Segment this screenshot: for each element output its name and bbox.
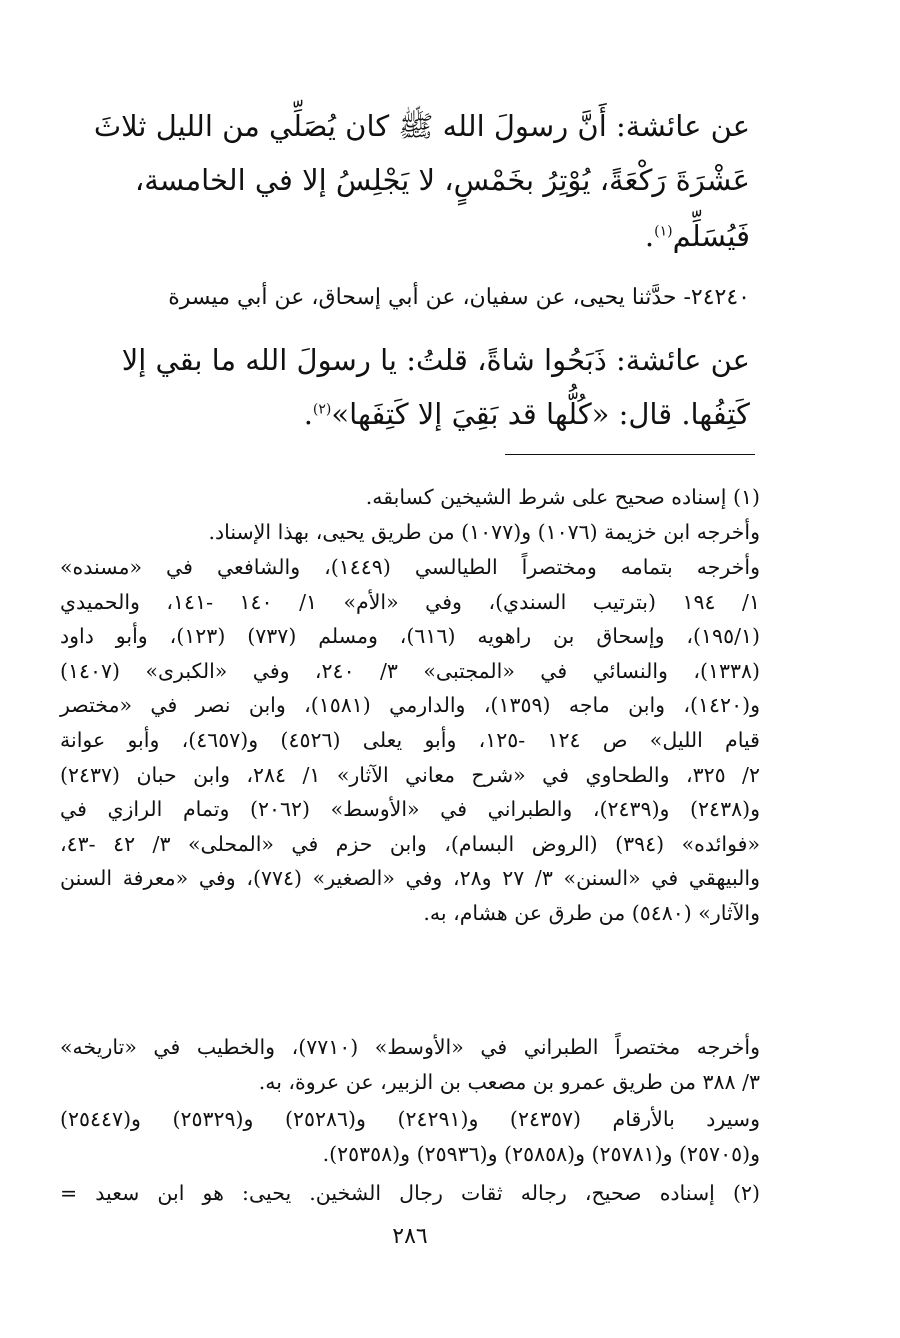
footnote-line: والبيهقي في «السنن» ٣/ ٢٧ و٢٨، وفي «الصغير» (٧٧٤)، وفي «معرفة السنن bbox=[60, 866, 760, 891]
hadith-2-line-2 bbox=[70, 384, 750, 444]
footnote-1-intro: (١) إسناده صحيح على شرط الشيخين كسابقه. bbox=[365, 485, 760, 509]
footnote-line: (١٩٥/١)، وإسحاق بن راهويه (٦١٦)، ومسلم (٧٣٧) (١٢٣)، وأبو داود bbox=[60, 624, 760, 649]
hadith-2-line-2-end: . bbox=[303, 397, 313, 431]
footnote-line: و(٢٤٣٨) و(٢٤٣٩)، والطبراني في «الأوسط» (٢٠٦٢) وتمام الرازي في bbox=[60, 797, 760, 822]
page-number: ٢٨٦ bbox=[392, 1224, 428, 1249]
hadith-line-3-text: فَيُسَلِّم bbox=[672, 219, 750, 253]
footnote-line: و(١٤٢٠)، وابن ماجه (١٣٥٩)، والدارمي (١٥٨١)، وابن نصر في «مختصر bbox=[60, 693, 760, 718]
hadith-line-3 bbox=[70, 206, 750, 266]
footnote-2: (٢) إسناده صحيح، رجاله ثقات رجال الشخين. يحيى: هو ابن سعيد = bbox=[60, 1181, 760, 1205]
footnote-line: وسيرد بالأرقام (٢٤٣٥٧) و(٢٤٢٩١) و(٢٥٢٨٦) و(٢٥٣٢٩) و(٢٥٤٤٧) bbox=[60, 1107, 761, 1131]
footnote-line: «فوائده» (٣٩٤) (الروض البسام)، وابن حزم في «المحلى» ٣/ ٤٢ -٤٣، bbox=[60, 831, 760, 856]
footnote-line: ١/ ١٩٤ (بترتيب السندي)، وفي «الأم» ١/ ١٤٠ -١٤١، والحميدي bbox=[60, 589, 760, 614]
footnote-line: والآثار» (٥٤٨٠) من طرق عن هشام، به. bbox=[423, 900, 760, 925]
hadith-line-2: عَشْرَةَ رَكْعَةً، يُوْتِرُ بخَمْسٍ، لا يَجْلِسُ إلا في الخامسة، bbox=[134, 163, 750, 197]
footnote-line: ٢/ ٣٢٥، والطحاوي في «شرح معاني الآثار» ١/ ٢٨٤، وابن حبان (٢٤٣٧) bbox=[60, 762, 760, 787]
footnote-1-para-2: وأخرجه ابن خزيمة (١٠٧٦) و(١٠٧٧) من طريق يحيى، بهذا الإسناد. bbox=[208, 520, 760, 544]
footnote-1-para-3 bbox=[60, 550, 760, 931]
footnote-1-para-5 bbox=[60, 1102, 760, 1171]
footnote-ref-2: (٢) bbox=[312, 401, 332, 418]
footnote-divider bbox=[505, 454, 755, 455]
hadith-line-1: عن عائشة: أَنَّ رسولَ الله ﷺ كان يُصَلِّي من الليل ثلاثَ bbox=[93, 109, 750, 143]
footnote-line: وأخرجه مختصراً الطبراني في «الأوسط» (٧٧١٠)، والخطيب في «تاريخه» bbox=[60, 1035, 760, 1059]
hadith-2-line-1: عن عائشة: ذَبَحُوا شاةً، قلتُ: يا رسولَ الله ما بقي إلا bbox=[121, 343, 750, 377]
footnote-line: وأخرجه بتمامه ومختصراً الطيالسي (١٤٤٩)، والشافعي في «مسنده» bbox=[60, 555, 760, 579]
footnote-ref-1: (١) bbox=[654, 223, 673, 240]
footnote-line: ٣/ ٣٨٨ من طريق عمرو بن مصعب بن الزبير، عن عروة، به. bbox=[258, 1069, 760, 1094]
footnote-line: قيام الليل» ص ١٢٤ -١٢٥، وأبو يعلى (٤٥٢٦) و(٤٦٥٧)، وأبو عوانة bbox=[60, 727, 760, 752]
hadith-2-line-2-text: كَتِفُها. قال: «كُلُّها قد بَقِيَ إلا كَتِفَها» bbox=[331, 397, 750, 431]
hadith-line-3-end: . bbox=[644, 219, 655, 253]
footnote-line: (١٣٣٨)، والنسائي في «المجتبى» ٣/ ٢٤٠، وفي «الكبرى» (١٤٠٧) bbox=[60, 658, 760, 683]
hadith-number-line: ٢٤٢٤٠- حدَّثنا يحيى، عن سفيان، عن أبي إسحاق، عن أبي ميسرة bbox=[168, 285, 750, 310]
footnote-line: و(٢٥٧٠٥) و(٢٥٧٨١) و(٢٥٨٥٨) و(٢٥٩٣٦) و(٢٥٣٥٨). bbox=[322, 1141, 760, 1166]
footnote-1-para-4 bbox=[60, 1030, 760, 1099]
